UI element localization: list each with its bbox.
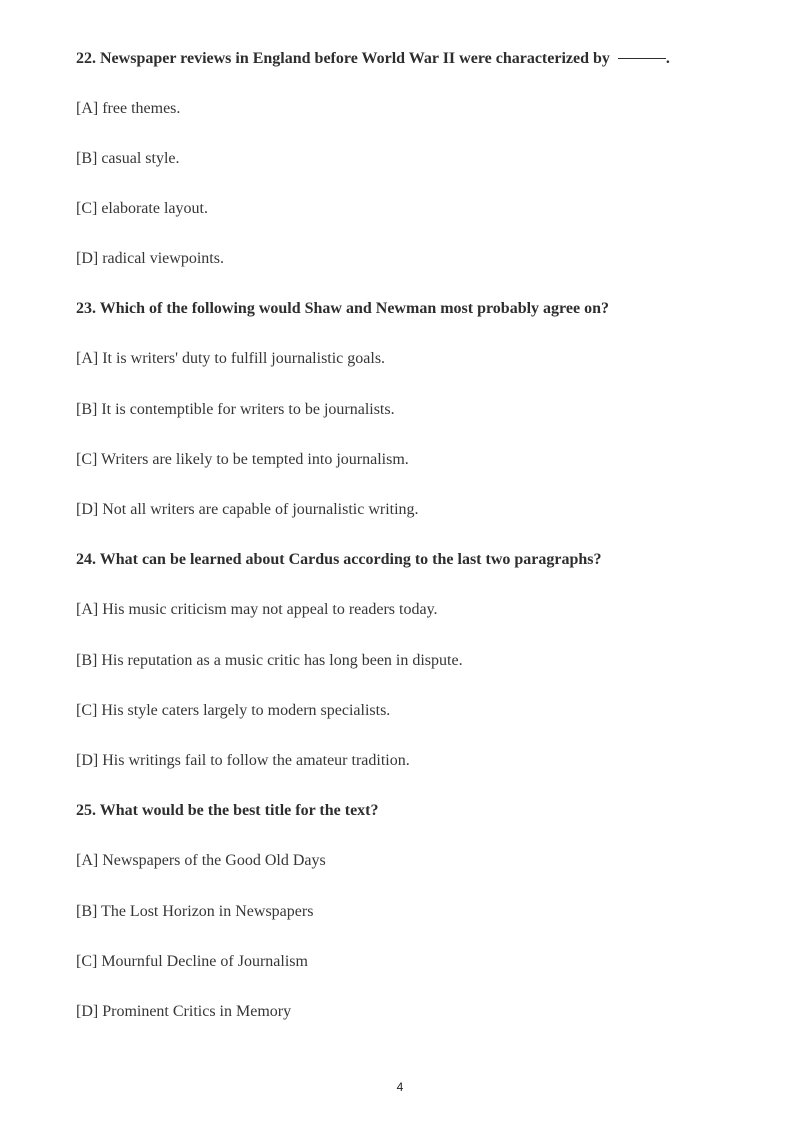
question-stem-text: 22. Newspaper reviews in England before World War II were characterized by bbox=[76, 50, 610, 67]
option-d: [D] Not all writers are capable of journalistic writing. bbox=[76, 501, 419, 518]
answer-blank bbox=[618, 58, 666, 59]
option-d: [D] radical viewpoints. bbox=[76, 250, 224, 267]
option-b: [B] The Lost Horizon in Newspapers bbox=[76, 903, 314, 920]
option-a: [A] It is writers' duty to fulfill journalistic goals. bbox=[76, 350, 386, 367]
option-d: [D] His writings fail to follow the amateur tradition. bbox=[76, 752, 410, 769]
option-a: [A] His music criticism may not appeal to readers today. bbox=[76, 601, 438, 618]
option-b: [B] It is contemptible for writers to be journalists. bbox=[76, 401, 395, 418]
option-c: [C] His style caters largely to modern specialists. bbox=[76, 702, 391, 719]
question-stem: 23. Which of the following would Shaw and Newman most probably agree on? bbox=[76, 300, 609, 317]
option-a: [A] Newspapers of the Good Old Days bbox=[76, 852, 326, 869]
question-stem: 24. What can be learned about Cardus according to the last two paragraphs? bbox=[76, 551, 602, 568]
option-c: [C] Writers are likely to be tempted into journalism. bbox=[76, 451, 409, 468]
option-d: [D] Prominent Critics in Memory bbox=[76, 1003, 292, 1020]
question-stem bbox=[76, 49, 670, 69]
question-stem: 25. What would be the best title for the text? bbox=[76, 802, 379, 819]
option-b: [B] His reputation as a music critic has long been in dispute. bbox=[76, 652, 463, 669]
option-b: [B] casual style. bbox=[76, 150, 180, 167]
blank-suffix: . bbox=[665, 50, 670, 67]
option-a: [A] free themes. bbox=[76, 100, 181, 117]
page-number: 4 bbox=[396, 1080, 404, 1094]
option-c: [C] elaborate layout. bbox=[76, 200, 208, 217]
option-c: [C] Mournful Decline of Journalism bbox=[76, 953, 308, 970]
